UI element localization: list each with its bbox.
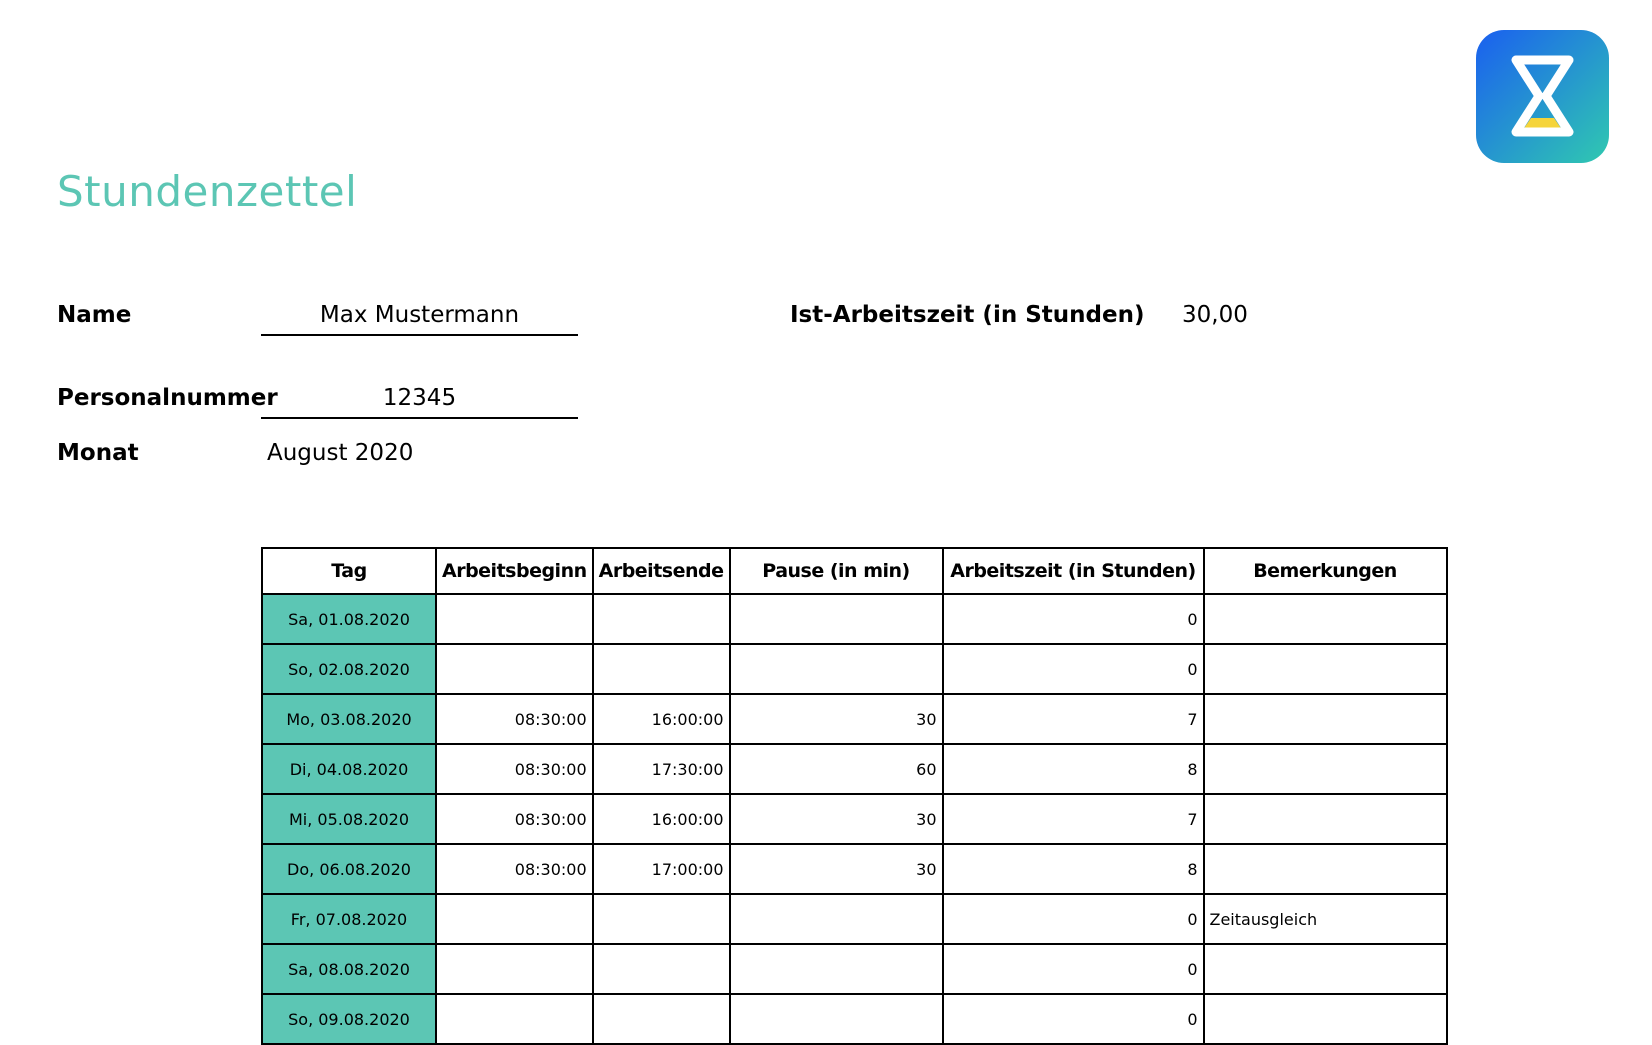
work-start-cell[interactable]	[436, 644, 593, 694]
table-row	[262, 644, 1447, 694]
work-end-cell[interactable]	[593, 894, 730, 944]
working-hours-cell: 0	[943, 644, 1204, 694]
remarks-cell[interactable]: Zeitausgleich	[1204, 894, 1447, 944]
table-header-row	[262, 548, 1447, 594]
month-label: Monat	[57, 440, 139, 466]
actual-hours-value: 30,00	[1182, 302, 1248, 328]
work-start-cell[interactable]	[436, 894, 593, 944]
header-working-hours: Arbeitszeit (in Stunden)	[943, 548, 1204, 594]
work-start-cell[interactable]	[436, 594, 593, 644]
day-cell: Sa, 01.08.2020	[262, 594, 436, 644]
working-hours-cell: 0	[943, 994, 1204, 1044]
break-cell[interactable]: 30	[730, 794, 943, 844]
break-cell[interactable]	[730, 644, 943, 694]
break-cell[interactable]: 30	[730, 844, 943, 894]
break-cell[interactable]: 30	[730, 694, 943, 744]
remarks-cell[interactable]	[1204, 944, 1447, 994]
table-row	[262, 844, 1447, 894]
work-end-cell[interactable]	[593, 994, 730, 1044]
header-remarks: Bemerkungen	[1204, 548, 1447, 594]
break-cell[interactable]	[730, 894, 943, 944]
work-end-cell[interactable]: 16:00:00	[593, 694, 730, 744]
work-end-cell[interactable]	[593, 594, 730, 644]
table-row	[262, 994, 1447, 1044]
work-start-cell[interactable]: 08:30:00	[436, 694, 593, 744]
day-cell: Di, 04.08.2020	[262, 744, 436, 794]
working-hours-cell: 0	[943, 894, 1204, 944]
header-break: Pause (in min)	[730, 548, 943, 594]
table-row	[262, 744, 1447, 794]
personnel-number-label: Personalnummer	[57, 385, 278, 411]
working-hours-cell: 7	[943, 694, 1204, 744]
day-cell: Mi, 05.08.2020	[262, 794, 436, 844]
work-end-cell[interactable]	[593, 944, 730, 994]
timesheet-table	[261, 547, 1448, 1045]
header-day: Tag	[262, 548, 436, 594]
table-row	[262, 944, 1447, 994]
page-title: Stundenzettel	[57, 167, 358, 216]
remarks-cell[interactable]	[1204, 794, 1447, 844]
remarks-cell[interactable]	[1204, 744, 1447, 794]
break-cell[interactable]	[730, 994, 943, 1044]
break-cell[interactable]	[730, 594, 943, 644]
work-end-cell[interactable]: 17:00:00	[593, 844, 730, 894]
name-field[interactable]: Max Mustermann	[261, 300, 578, 336]
hourglass-icon	[1476, 30, 1609, 163]
name-label: Name	[57, 302, 132, 328]
work-end-cell[interactable]: 17:30:00	[593, 744, 730, 794]
table-row	[262, 694, 1447, 744]
day-cell: So, 09.08.2020	[262, 994, 436, 1044]
working-hours-cell: 8	[943, 744, 1204, 794]
table-row	[262, 894, 1447, 944]
remarks-cell[interactable]	[1204, 844, 1447, 894]
remarks-cell[interactable]	[1204, 594, 1447, 644]
personnel-number-field[interactable]: 12345	[261, 383, 578, 419]
work-start-cell[interactable]: 08:30:00	[436, 844, 593, 894]
break-cell[interactable]	[730, 944, 943, 994]
working-hours-cell: 7	[943, 794, 1204, 844]
work-start-cell[interactable]: 08:30:00	[436, 794, 593, 844]
day-cell: Sa, 08.08.2020	[262, 944, 436, 994]
work-end-cell[interactable]	[593, 644, 730, 694]
table-row	[262, 594, 1447, 644]
day-cell: Mo, 03.08.2020	[262, 694, 436, 744]
actual-hours-label: Ist-Arbeitszeit (in Stunden)	[790, 302, 1145, 328]
work-end-cell[interactable]: 16:00:00	[593, 794, 730, 844]
working-hours-cell: 8	[943, 844, 1204, 894]
remarks-cell[interactable]	[1204, 994, 1447, 1044]
header-work-start: Arbeitsbeginn	[436, 548, 593, 594]
table-row	[262, 794, 1447, 844]
break-cell[interactable]: 60	[730, 744, 943, 794]
working-hours-cell: 0	[943, 594, 1204, 644]
remarks-cell[interactable]	[1204, 644, 1447, 694]
month-value: August 2020	[267, 440, 414, 466]
header-work-end: Arbeitsende	[593, 548, 730, 594]
remarks-cell[interactable]	[1204, 694, 1447, 744]
day-cell: So, 02.08.2020	[262, 644, 436, 694]
work-start-cell[interactable]: 08:30:00	[436, 744, 593, 794]
work-start-cell[interactable]	[436, 944, 593, 994]
day-cell: Do, 06.08.2020	[262, 844, 436, 894]
working-hours-cell: 0	[943, 944, 1204, 994]
work-start-cell[interactable]	[436, 994, 593, 1044]
day-cell: Fr, 07.08.2020	[262, 894, 436, 944]
